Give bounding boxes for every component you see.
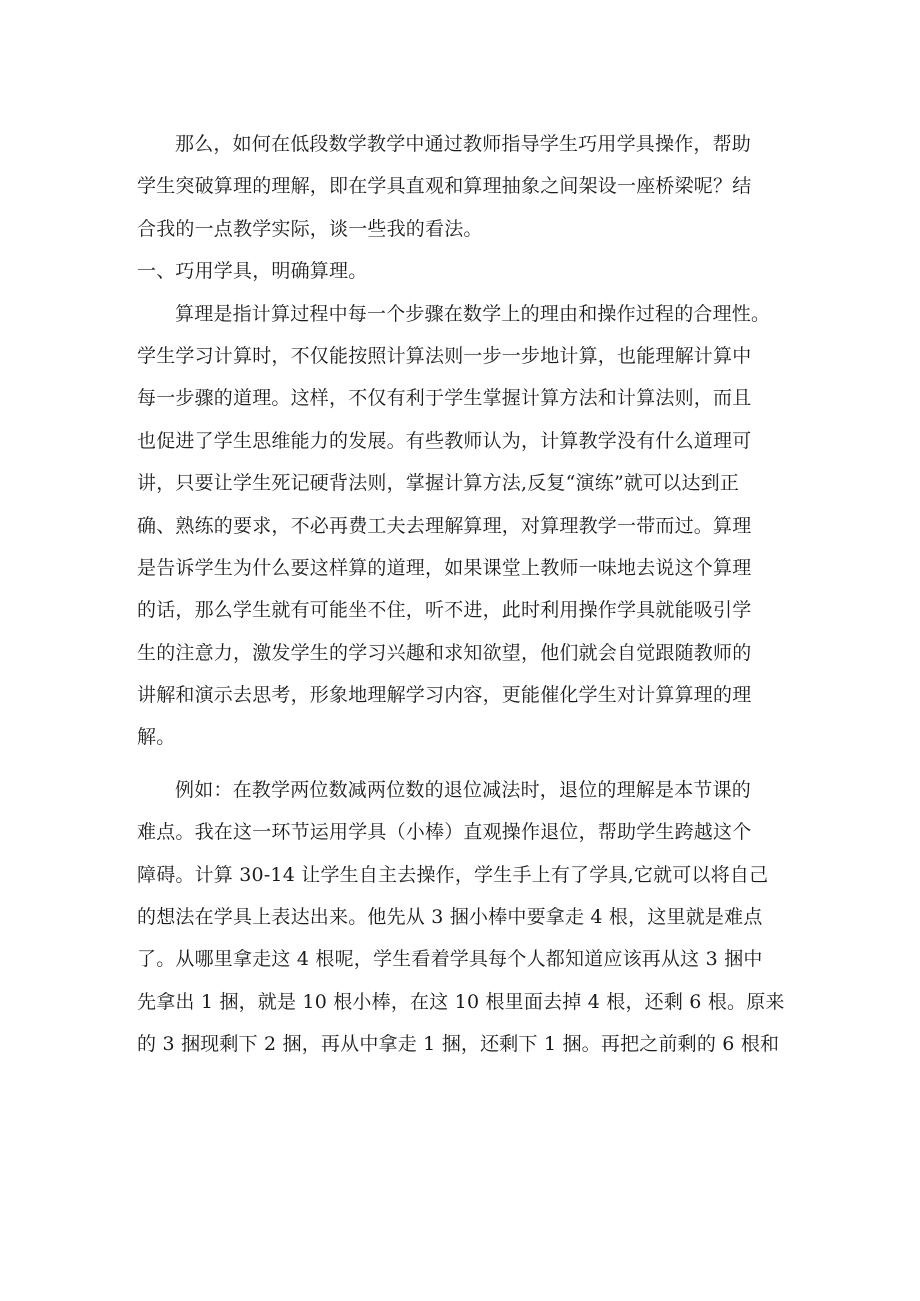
text-line: 那么，如何在低段数学教学中通过教师指导学生巧用学具操作，帮助 xyxy=(175,133,752,155)
paragraph-intro xyxy=(137,123,787,250)
text-line: 难点。我在这一环节运用学具（小棒）直观操作退位，帮助学生跨越这个 xyxy=(137,821,752,844)
text-line: 讲，只要让学生死记硬背法则，掌握计算方法,反复“演练”就可以达到正 xyxy=(137,472,740,495)
text-line: 解。 xyxy=(137,726,176,749)
paragraph-example xyxy=(137,769,787,1066)
text-line: 生的注意力，激发学生的学习兴趣和求知欲望，他们就会自觉跟随教师的 xyxy=(137,641,752,664)
text-line: 障碍。计算 30-14 让学生自主去操作，学生手上有了学具,它就可以将自己 xyxy=(137,863,769,886)
text-line: 的话，那么学生就有可能坐不住，听不进，此时利用操作学具就能吸引学 xyxy=(137,599,752,622)
text-line: 也促进了学生思维能力的发展。有些教师认为，计算教学没有什么道理可 xyxy=(137,429,752,452)
text-line: 的 3 捆现剩下 2 捆，再从中拿走 1 捆，还剩下 1 捆。再把之前剩的 6 根和 xyxy=(137,1033,780,1056)
text-line: 学生突破算理的理解，即在学具直观和算理抽象之间架设一座桥梁呢？结 xyxy=(137,175,752,198)
paragraph-arithmetic-principle xyxy=(137,293,787,759)
text-line: 的想法在学具上表达出来。他先从 3 捆小棒中要拿走 4 根，这里就是难点 xyxy=(137,906,763,929)
text-line: 是告诉学生为什么要这样算的道理，如果课堂上教师一味地去说这个算理 xyxy=(137,556,752,579)
text-line: 例如：在教学两位数减两位数的退位减法时，退位的理解是本节课的 xyxy=(175,778,752,801)
text-line: 学生学习计算时，不仅能按照计算法则一步一步地计算，也能理解计算中 xyxy=(137,344,752,367)
text-line: 讲解和演示去思考，形象地理解学习内容，更能催化学生对计算算理的理 xyxy=(137,684,752,707)
text-line: 确、熟练的要求，不必再费工夫去理解算理，对算理教学一带而过。算理 xyxy=(137,514,752,537)
document-body xyxy=(137,123,787,1066)
text-line: 合我的一点教学实际，谈一些我的看法。 xyxy=(137,217,483,240)
text-line: 算理是指计算过程中每一个步骤在数学上的理由和操作过程的合理性。 xyxy=(175,302,771,325)
text-line: 每一步骤的道理。这样，不仅有利于学生掌握计算方法和计算法则，而且 xyxy=(137,387,752,410)
section-heading: 一、巧用学具，明确算理。 xyxy=(137,260,368,283)
text-line: 先拿出 1 捆，就是 10 根小棒，在这 10 根里面去掉 4 根，还剩 6 根。原来 xyxy=(137,990,785,1013)
text-line: 了。从哪里拿走这 4 根呢，学生看着学具每个人都知道应该再从这 3 捆中 xyxy=(137,948,763,971)
